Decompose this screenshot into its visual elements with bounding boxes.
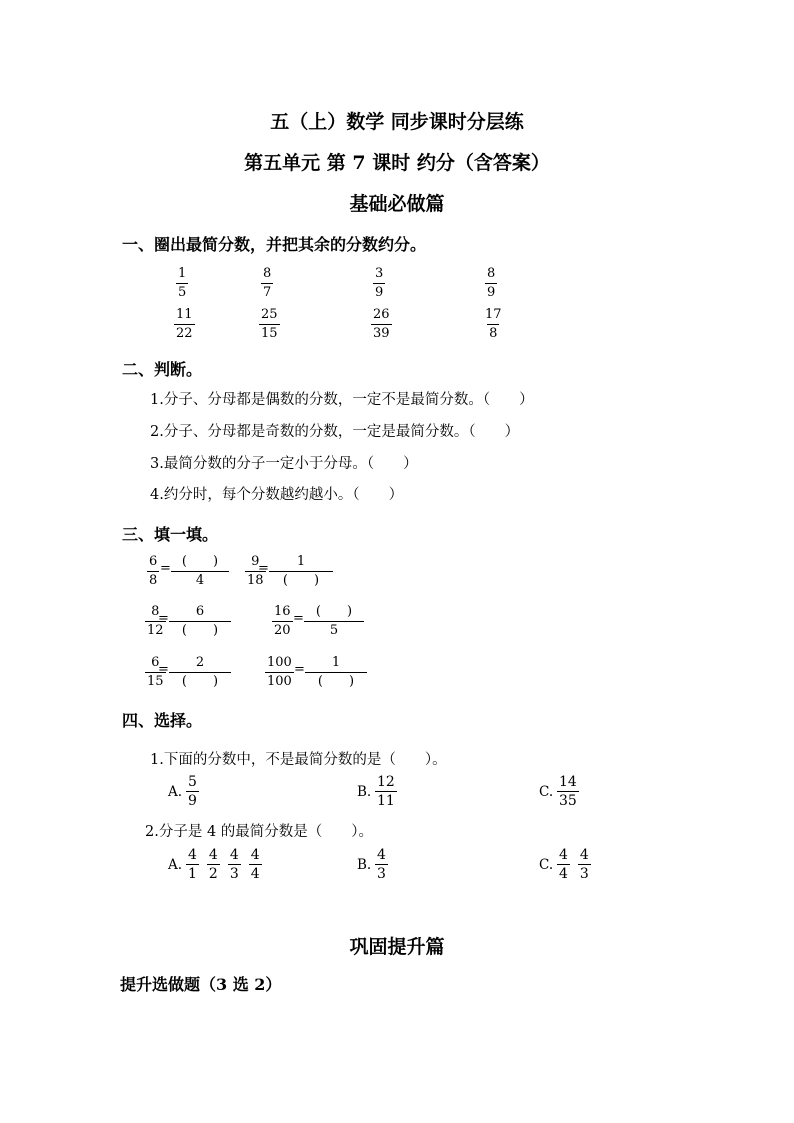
q3-answer-blank[interactable] (169, 604, 231, 639)
numerator: 4 (208, 847, 218, 863)
numerator: 6 (151, 655, 160, 670)
equals-sign: = (294, 662, 305, 677)
numerator: 1 (178, 266, 187, 281)
section-title-basic: 基础必做篇 (349, 193, 445, 215)
q4-1-option-a-label: A. (168, 784, 183, 800)
q1-fraction (176, 266, 188, 301)
blank-denominator: 5 (304, 621, 364, 639)
q3-answer-blank[interactable] (169, 655, 231, 690)
blank-numerator: 6 (195, 604, 205, 619)
numerator: 17 (485, 307, 502, 322)
q1-fraction (259, 307, 280, 342)
q2-item-2: 2.分子、分母都是奇数的分数，一定是最简分数。（ ） (150, 424, 520, 440)
denominator: 12 (147, 623, 164, 638)
q3-fraction (272, 604, 293, 639)
denominator: 8 (149, 573, 158, 588)
numerator: 4 (579, 847, 589, 863)
q3-fraction (265, 655, 294, 690)
numerator: 8 (151, 604, 160, 619)
numerator: 14 (559, 774, 577, 790)
numerator: 9 (251, 554, 260, 569)
denominator: 100 (267, 674, 292, 689)
q4-stem-2: 2.分子是 4 的最简分数是（ ）。 (145, 824, 374, 840)
q1-fraction (483, 307, 504, 342)
numerator: 8 (263, 266, 272, 281)
numerator: 25 (261, 307, 278, 322)
q1-fraction (373, 266, 385, 301)
page-subtitle: 第五单元 第 7 课时 约分（含答案） (244, 152, 550, 174)
q3-fraction (147, 554, 159, 589)
q4-1-option-a[interactable] (186, 774, 199, 809)
q4-2-option-c-label: C. (539, 857, 554, 873)
equals-sign: = (158, 611, 169, 626)
numerator: 6 (149, 554, 158, 569)
blank-numerator: ( ) (315, 604, 353, 619)
denominator: 4 (559, 866, 568, 882)
option-fraction (186, 774, 199, 809)
q2-item-3: 3.最简分数的分子一定小于分母。（ ） (150, 456, 418, 472)
q2-item-4: 4.约分时，每个分数越约越小。（ ） (150, 487, 404, 503)
q3-answer-blank[interactable] (304, 604, 364, 639)
option-fraction (557, 774, 579, 809)
denominator: 3 (377, 866, 386, 882)
denominator: 5 (178, 285, 187, 300)
denominator: 18 (247, 573, 264, 588)
blank-denominator: ( ) (169, 621, 231, 639)
page-title: 五（上）数学 同步课时分层练 (270, 111, 524, 133)
numerator: 100 (267, 655, 292, 670)
denominator: 11 (377, 793, 395, 809)
denominator: 8 (489, 326, 498, 341)
q1-fraction (485, 266, 497, 301)
denominator: 3 (229, 866, 239, 882)
blank-denominator: ( ) (305, 672, 367, 690)
numerator: 4 (250, 847, 260, 863)
option-fraction (578, 847, 591, 882)
denominator: 20 (274, 623, 291, 638)
denominator: 39 (373, 326, 390, 341)
denominator: 15 (147, 674, 164, 689)
q1-fraction (371, 307, 392, 342)
denominator: 9 (375, 285, 384, 300)
numerator: 4 (229, 847, 239, 863)
q4-2-option-b-label: B. (357, 857, 372, 873)
blank-numerator: ( ) (181, 554, 219, 569)
q2-item-1: 1.分子、分母都是偶数的分数，一定不是最简分数。（ ） (150, 392, 534, 408)
denominator: 4 (250, 866, 260, 882)
denominator: 15 (261, 326, 278, 341)
section-title-advanced: 巩固提升篇 (349, 936, 445, 958)
numerator: 26 (373, 307, 390, 322)
q4-1-option-b-label: B. (357, 784, 372, 800)
q4-1-option-c-label: C. (539, 784, 554, 800)
blank-numerator: 1 (296, 554, 306, 569)
q4-stem-1: 1.下面的分数中，不是最简分数的是（ ）。 (150, 752, 447, 768)
q3-answer-blank[interactable] (305, 655, 367, 690)
denominator: 1 (188, 866, 197, 882)
numerator: 4 (377, 847, 386, 863)
option-fraction (249, 847, 262, 882)
equals-sign: = (293, 611, 304, 626)
q4-2-option-a[interactable] (186, 847, 262, 882)
q3-answer-blank[interactable] (171, 554, 229, 589)
equals-sign: = (258, 561, 269, 576)
blank-denominator: ( ) (169, 672, 231, 690)
blank-numerator: 1 (331, 655, 341, 670)
denominator: 7 (263, 285, 272, 300)
q4-1-option-c[interactable] (557, 774, 579, 809)
numerator: 12 (377, 774, 395, 790)
blank-denominator: ( ) (269, 571, 333, 589)
option-fraction (207, 847, 220, 882)
q4-2-option-a-label: A. (168, 857, 183, 873)
option-fraction (375, 847, 388, 882)
numerator: 11 (176, 307, 193, 322)
option-fraction (375, 774, 397, 809)
option-fraction (557, 847, 570, 882)
denominator: 3 (579, 866, 589, 882)
q4-heading: 四、选择。 (122, 711, 203, 730)
denominator: 22 (176, 326, 193, 341)
q4-1-option-b[interactable] (375, 774, 397, 809)
blank-denominator: 4 (171, 571, 229, 589)
equals-sign: = (160, 561, 171, 576)
option-fraction (228, 847, 241, 882)
q3-heading: 三、填一填。 (122, 525, 219, 544)
q3-answer-blank[interactable] (269, 554, 333, 589)
q2-heading: 二、判断。 (122, 360, 203, 379)
numerator: 5 (188, 774, 197, 790)
option-fraction (186, 847, 199, 882)
denominator: 35 (559, 793, 577, 809)
denominator: 9 (188, 793, 197, 809)
advanced-subheading: 提升选做题（3 选 2） (120, 975, 282, 994)
denominator: 2 (208, 866, 218, 882)
denominator: 9 (487, 285, 496, 300)
q1-fraction (174, 307, 195, 342)
q1-fraction (261, 266, 273, 301)
q4-2-option-c[interactable] (557, 847, 591, 882)
numerator: 16 (274, 604, 291, 619)
equals-sign: = (158, 662, 169, 677)
numerator: 4 (188, 847, 197, 863)
q1-heading: 一、圈出最简分数，并把其余的分数约分。 (122, 235, 427, 254)
numerator: 3 (375, 266, 384, 281)
numerator: 4 (559, 847, 568, 863)
numerator: 8 (487, 266, 496, 281)
blank-numerator: 2 (195, 655, 205, 670)
q4-2-option-b[interactable] (375, 847, 388, 882)
